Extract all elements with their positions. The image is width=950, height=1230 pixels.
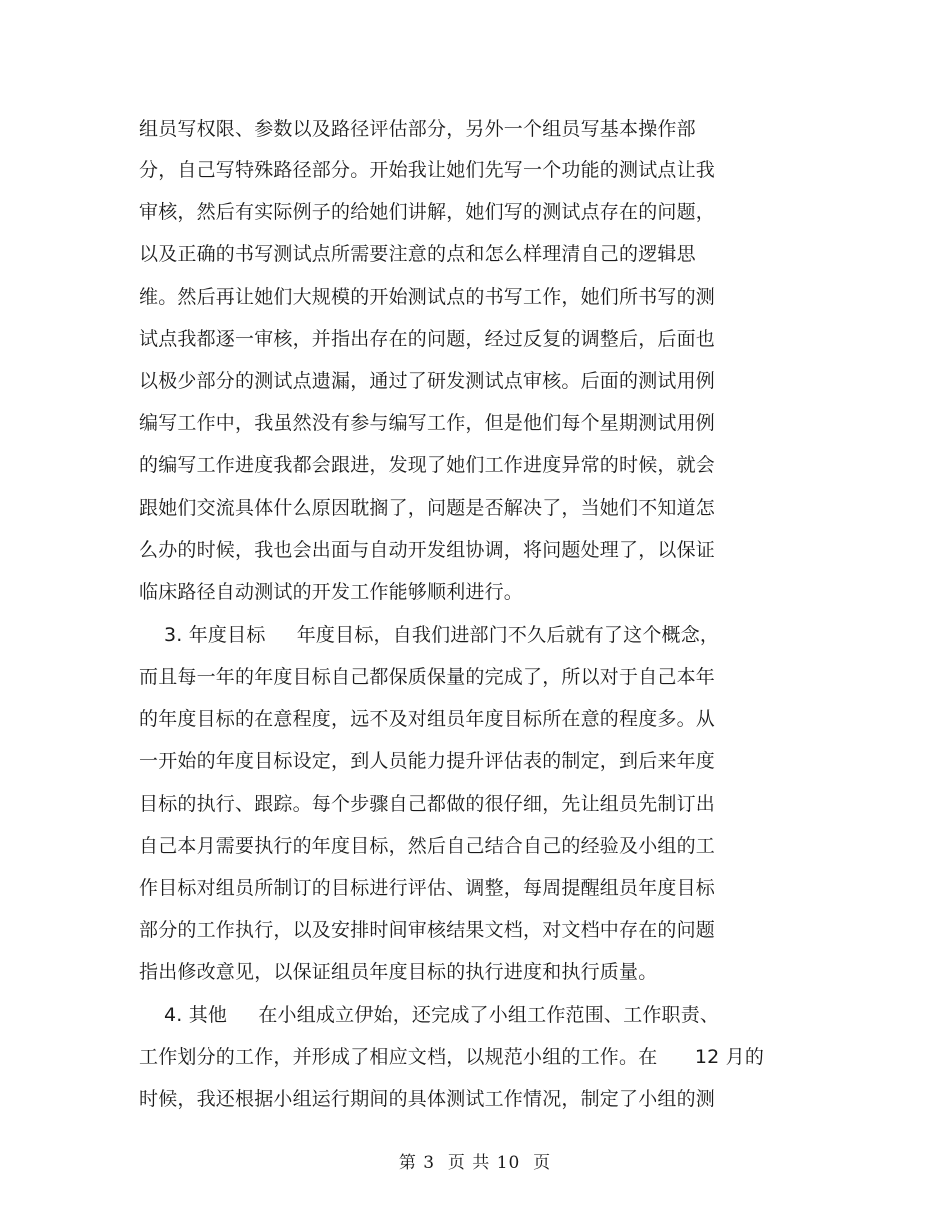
text-line: 试点我都逐一审核，并指出存在的问题，经过反复的调整后，后面也 (139, 328, 716, 350)
text-line: 时候，我还根据小组运行期间的具体测试工作情况，制定了小组的测 (139, 1088, 716, 1110)
text-line: 跟她们交流具体什么原因耽搁了，问题是否解决了，当她们不知道怎 (139, 497, 716, 519)
text-line: 编写工作中，我虽然没有参与编写工作，但是他们每个星期测试用例 (139, 412, 716, 434)
section-heading-line: 3. 年度目标 年度目标，自我们进部门不久后就有了这个概念， (139, 624, 720, 646)
text-line: 自己本月需要执行的年度目标，然后自己结合自己的经验及小组的工 (139, 835, 716, 857)
text-line: 的年度目标的在意程度，远不及对组员年度目标所在意的程度多。从 (139, 708, 716, 730)
text-line: 工作划分的工作，并形成了相应文档，以规范小组的工作。在 12 月的 (139, 1046, 765, 1068)
text-line: 而且每一年的年度目标自己都保质保量的完成了，所以对于自己本年 (139, 666, 716, 688)
page-number-footer: 第 3 页 共 10 页 (398, 1153, 552, 1173)
text-line: 的编写工作进度我都会跟进，发现了她们工作进度异常的时候，就会 (139, 454, 716, 476)
section-heading-line: 4. 其他 在小组成立伊始，还完成了小组工作范围、工作职责、 (139, 1004, 720, 1026)
text-line: 一开始的年度目标设定，到人员能力提升评估表的制定，到后来年度 (139, 750, 716, 772)
text-line: 指出修改意见，以保证组员年度目标的执行进度和执行质量。 (139, 961, 658, 983)
text-line: 维。然后再让她们大规模的开始测试点的书写工作，她们所书写的测 (139, 286, 716, 308)
text-line: 么办的时候，我也会出面与自动开发组协调，将问题处理了，以保证 (139, 539, 716, 561)
text-line: 分，自己写特殊路径部分。开始我让她们先写一个功能的测试点让我 (139, 159, 716, 181)
text-line: 以及正确的书写测试点所需要注意的点和怎么样理清自己的逻辑思 (139, 243, 696, 265)
text-line: 临床路径自动测试的开发工作能够顺利进行。 (139, 581, 524, 603)
text-line: 目标的执行、跟踪。每个步骤自己都做的很仔细，先让组员先制订出 (139, 793, 716, 815)
text-line: 作目标对组员所制订的目标进行评估、调整，每周提醒组员年度目标 (139, 877, 716, 899)
text-line: 组员写权限、参数以及路径评估部分，另外一个组员写基本操作部 (139, 118, 696, 140)
text-line: 以极少部分的测试点遗漏，通过了研发测试点审核。后面的测试用例 (139, 370, 716, 392)
text-line: 部分的工作执行，以及安排时间审核结果文档，对文档中存在的问题 (139, 919, 716, 941)
text-line: 审核，然后有实际例子的给她们讲解，她们写的测试点存在的问题， (139, 201, 716, 223)
